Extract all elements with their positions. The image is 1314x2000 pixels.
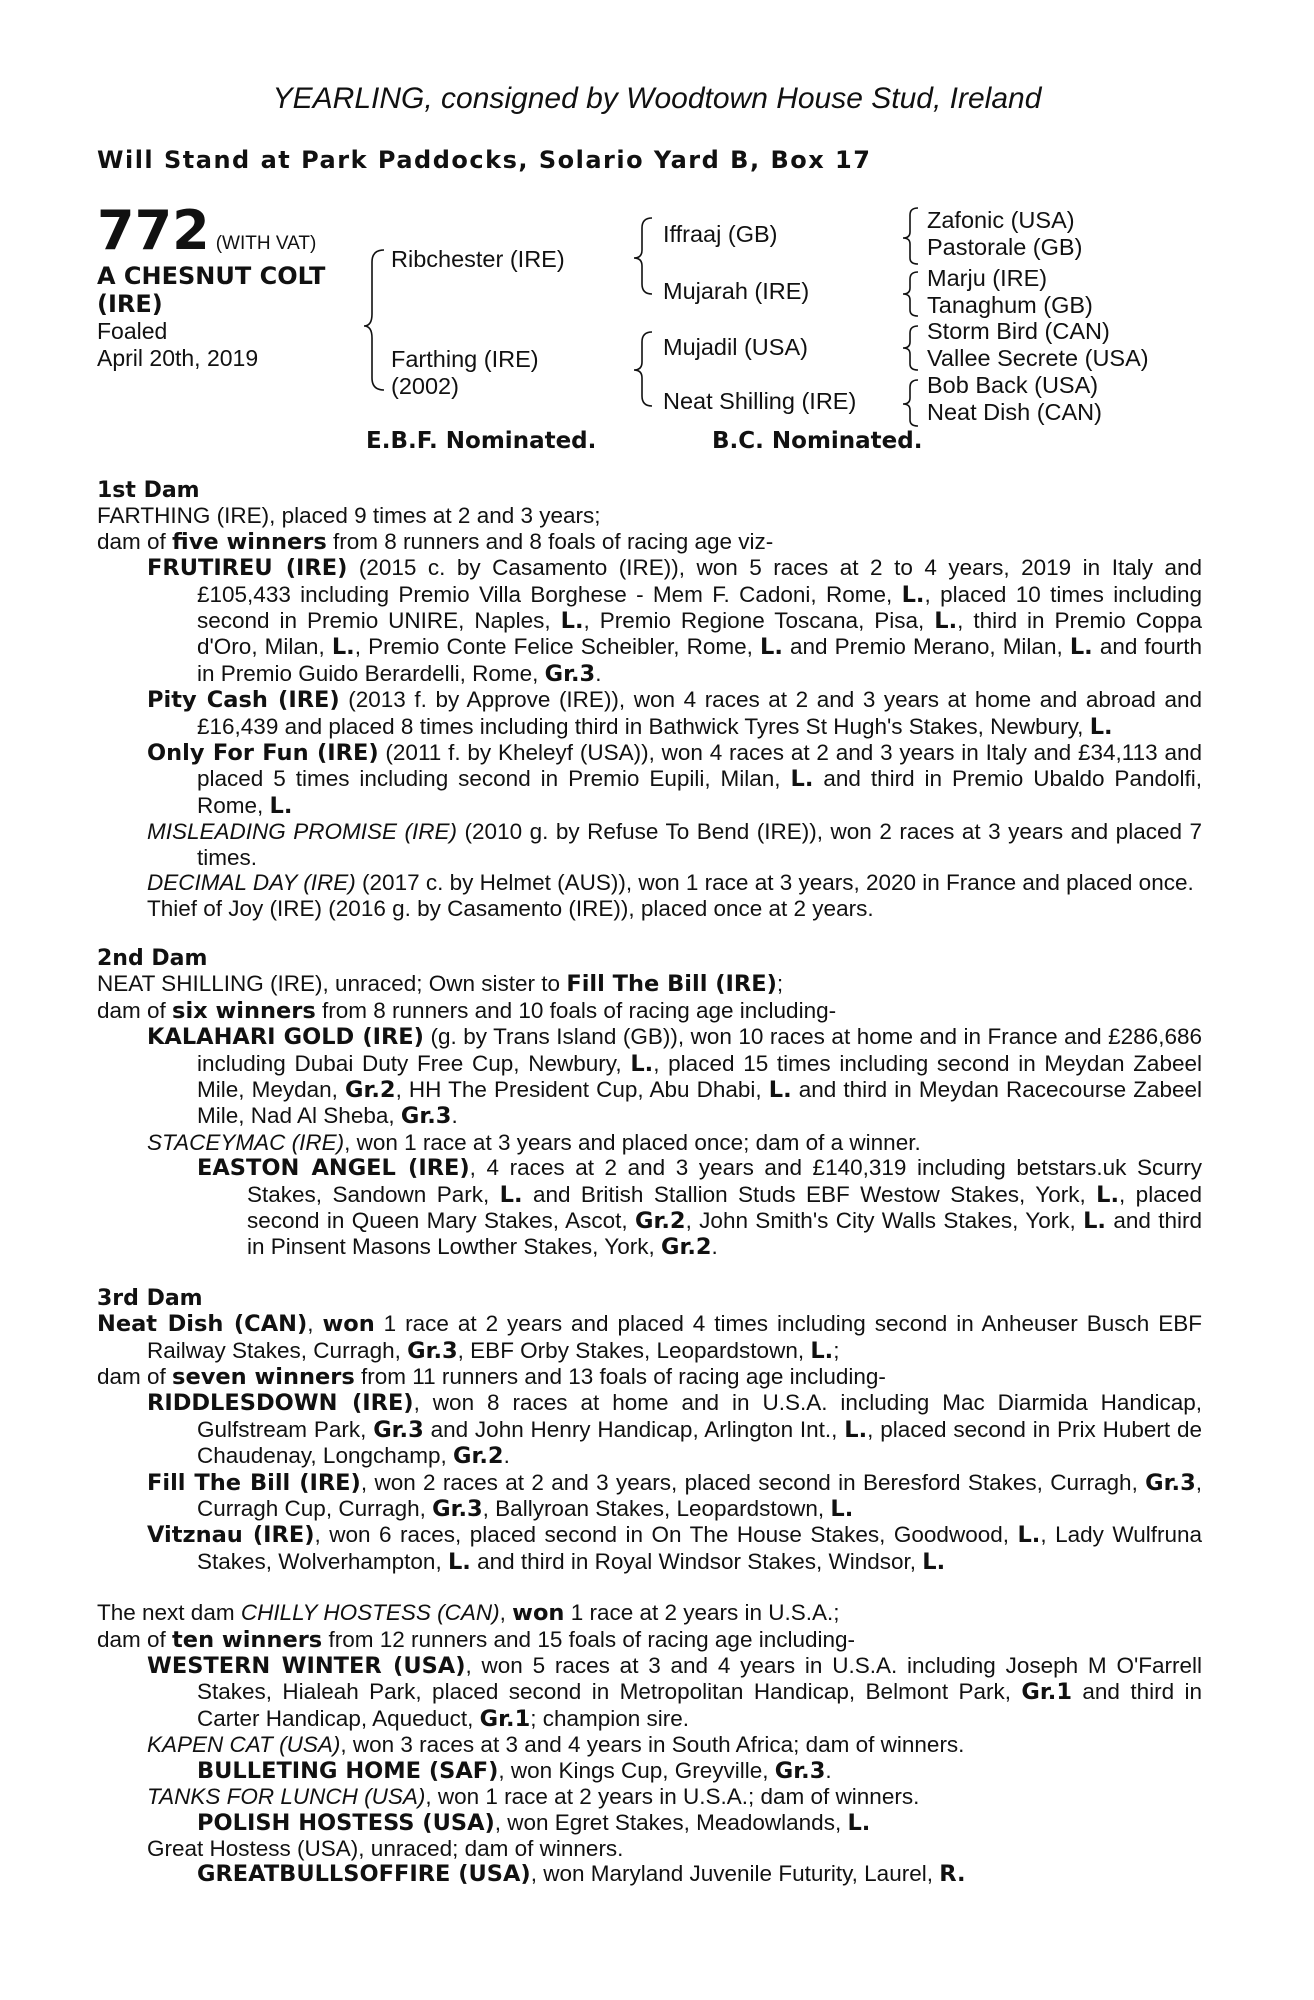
horse-line-1: A CHESNUT COLT [97, 262, 326, 290]
dam-year: (2002) [391, 373, 459, 399]
foaled-value: April 20th, 2019 [97, 345, 259, 371]
produce-entry: KAPEN CAT (USA), won 3 races at 3 and 4 years in South Africa; dam of winners. [147, 1732, 965, 1758]
produce-entry: Pity Cash (IRE) (2013 f. by Approve (IRE)), won 4 races at 2 and 3 years at home and abroad and £16,439 and placed 8 times including third in Bathwick Tyres St Hugh's Stakes, Newbury, L. [147, 687, 1203, 740]
gg-6: Vallee Secrete (USA) [927, 345, 1149, 371]
second-dam-heading: 2nd Dam [97, 945, 208, 971]
horse-line-2: (IRE) [97, 290, 163, 318]
first-dam-heading: 1st Dam [97, 478, 200, 503]
produce-entry: BULLETING HOME (SAF), won Kings Cup, Greyville, Gr.3. [197, 1757, 832, 1784]
lot-number: 772 [97, 199, 210, 262]
produce-entry: KALAHARI GOLD (IRE) (g. by Trans Island (GB)), won 10 races at home and in France and £286,686 including Dubai Duty Free Cup, Newbury, L., placed 15 times including second in Meydan Zabeel Mile, Meydan, Gr.2, HH The President Cup, Abu Dhabi, L. and third in Meydan Racecourse Zabeel Mile, Nad Al Sheba, Gr.3. [147, 1024, 1202, 1130]
second-dam-line: NEAT SHILLING (IRE), unraced; Own sister to Fill The Bill (IRE); [97, 971, 784, 998]
dam-sire: Mujadil (USA) [663, 334, 808, 360]
dam-dam: Neat Shilling (IRE) [663, 388, 857, 414]
produce-entry: Vitznau (IRE), won 6 races, placed second in On The House Stakes, Goodwood, L., Lady Wulfruna Stakes, Wolverhampton, L. and third in Royal Windsor Stakes, Windsor, L. [147, 1522, 1202, 1575]
catalogue-body [97, 478, 1202, 1888]
pedigree-braces [0, 0, 1314, 460]
gg-5: Storm Bird (CAN) [927, 318, 1110, 344]
produce-entry: DECIMAL DAY (IRE) (2017 c. by Helmet (AUS)), won 1 race at 3 years, 2020 in France and placed once. [147, 870, 1194, 896]
third-dam-line: Neat Dish (CAN), won 1 race at 2 years and placed 4 times including second in Anheuser Busch EBF Railway Stakes, Curragh, Gr.3, EBF Orby Stakes, Leopardstown, L.; [97, 1311, 1202, 1364]
produce-entry: RIDDLESDOWN (IRE), won 8 races at home and in U.S.A. including Mac Diarmida Handicap, Gulfstream Park, Gr.3 and John Henry Handicap, Arlington Int., L., placed second in Prix Hubert de Chaudenay, Longchamp, Gr.2. [147, 1390, 1202, 1470]
next-dam-produce-line: dam of ten winners from 12 runners and 15 foals of racing age including- [97, 1626, 856, 1653]
bc-nomination: B.C. Nominated. [712, 428, 923, 454]
sire-dam: Mujarah (IRE) [663, 278, 810, 304]
second-dam-produce-line: dam of six winners from 8 runners and 10 foals of racing age including- [97, 997, 837, 1024]
dam: Farthing (IRE) [391, 346, 539, 372]
third-dam-produce-line: dam of seven winners from 11 runners and 13 foals of racing age including- [97, 1364, 886, 1390]
produce-entry: WESTERN WINTER (USA), won 5 races at 3 and 4 years in U.S.A. including Joseph M O'Farrell Stakes, Hialeah Park, placed second in Metropolitan Handicap, Belmont Park, Gr.1 and third in Carter Handicap, Aqueduct, Gr.1; champion sire. [147, 1653, 1203, 1732]
sire-sire: Iffraaj (GB) [663, 221, 778, 247]
third-dam-heading: 3rd Dam [97, 1285, 203, 1311]
produce-entry: STACEYMAC (IRE), won 1 race at 3 years and placed once; dam of a winner. [147, 1129, 921, 1155]
next-dam-line: The next dam CHILLY HOSTESS (CAN), won 1 race at 2 years in U.S.A.; [97, 1600, 840, 1627]
produce-entry: TANKS FOR LUNCH (USA), won 1 race at 2 years in U.S.A.; dam of winners. [147, 1784, 920, 1810]
produce-entry: GREATBULLSOFFIRE (USA), won Maryland Juvenile Futurity, Laurel, R. [197, 1861, 966, 1888]
gg-1: Zafonic (USA) [927, 207, 1075, 233]
produce-entry: Thief of Joy (IRE) (2016 g. by Casamento (IRE)), placed once at 2 years. [147, 895, 874, 921]
produce-entry: MISLEADING PROMISE (IRE) (2010 g. by Refuse To Bend (IRE)), won 2 races at 3 years and placed 7 times. [147, 819, 1202, 870]
sire: Ribchester (IRE) [391, 246, 565, 272]
gg-2: Pastorale (GB) [927, 234, 1083, 260]
gg-4: Tanaghum (GB) [927, 292, 1093, 318]
ebf-nomination: E.B.F. Nominated. [366, 428, 597, 454]
vat-note: (WITH VAT) [215, 233, 317, 254]
produce-entry: FRUTIREU (IRE) (2015 c. by Casamento (IRE)), won 5 races at 2 to 4 years, 2019 in Italy and £105,433 including Premio Villa Borghese - Mem F. Cadoni, Rome, L., placed 10 times including second in Premio UNIRE, Naples, L., Premio Regione Toscana, Pisa, L., third in Premio Coppa d'Oro, Milan, L., Premio Conte Felice Scheibler, Rome, L. and Premio Merano, Milan, L. and fourth in Premio Guido Berardelli, Rome, Gr.3. [147, 555, 1203, 687]
foaled-label: Foaled [97, 318, 168, 344]
gg-8: Neat Dish (CAN) [927, 399, 1102, 425]
gg-3: Marju (IRE) [927, 265, 1048, 291]
produce-entry: Great Hostess (USA), unraced; dam of winners. [147, 1835, 624, 1861]
first-dam-line: FARTHING (IRE), placed 9 times at 2 and 3 years; [97, 503, 601, 529]
produce-entry: Fill The Bill (IRE), won 2 races at 2 and 3 years, placed second in Beresford Stakes, Curragh, Gr.3, Curragh Cup, Curragh, Gr.3, Ballyroan Stakes, Leopardstown, L. [147, 1469, 1202, 1523]
gg-7: Bob Back (USA) [927, 372, 1099, 398]
stand-location: Will Stand at Park Paddocks, Solario Yard B, Box 17 [97, 146, 872, 174]
consignment-header: YEARLING, consigned by Woodtown House Stud, Ireland [272, 82, 1042, 115]
produce-entry: EASTON ANGEL (IRE), 4 races at 2 and 3 years and £140,319 including betstars.uk Scurry Stakes, Sandown Park, L. and British Stallion Studs EBF Westow Stakes, York, L., placed second in Queen Mary Stakes, Ascot, Gr.2, John Smith's City Walls Stakes, York, L. and third in Pinsent Masons Lowther Stakes, York, Gr.2. [197, 1155, 1203, 1261]
produce-entry: POLISH HOSTESS (USA), won Egret Stakes, Meadowlands, L. [197, 1809, 871, 1836]
produce-entry: Only For Fun (IRE) (2011 f. by Kheleyf (USA)), won 4 races at 2 and 3 years in Italy and £34,113 and placed 5 times including second in Premio Eupili, Milan, L. and third in Premio Ubaldo Pandolfi, Rome, L. [147, 740, 1202, 819]
first-dam-produce-line: dam of five winners from 8 runners and 8 foals of racing age viz- [97, 528, 774, 555]
